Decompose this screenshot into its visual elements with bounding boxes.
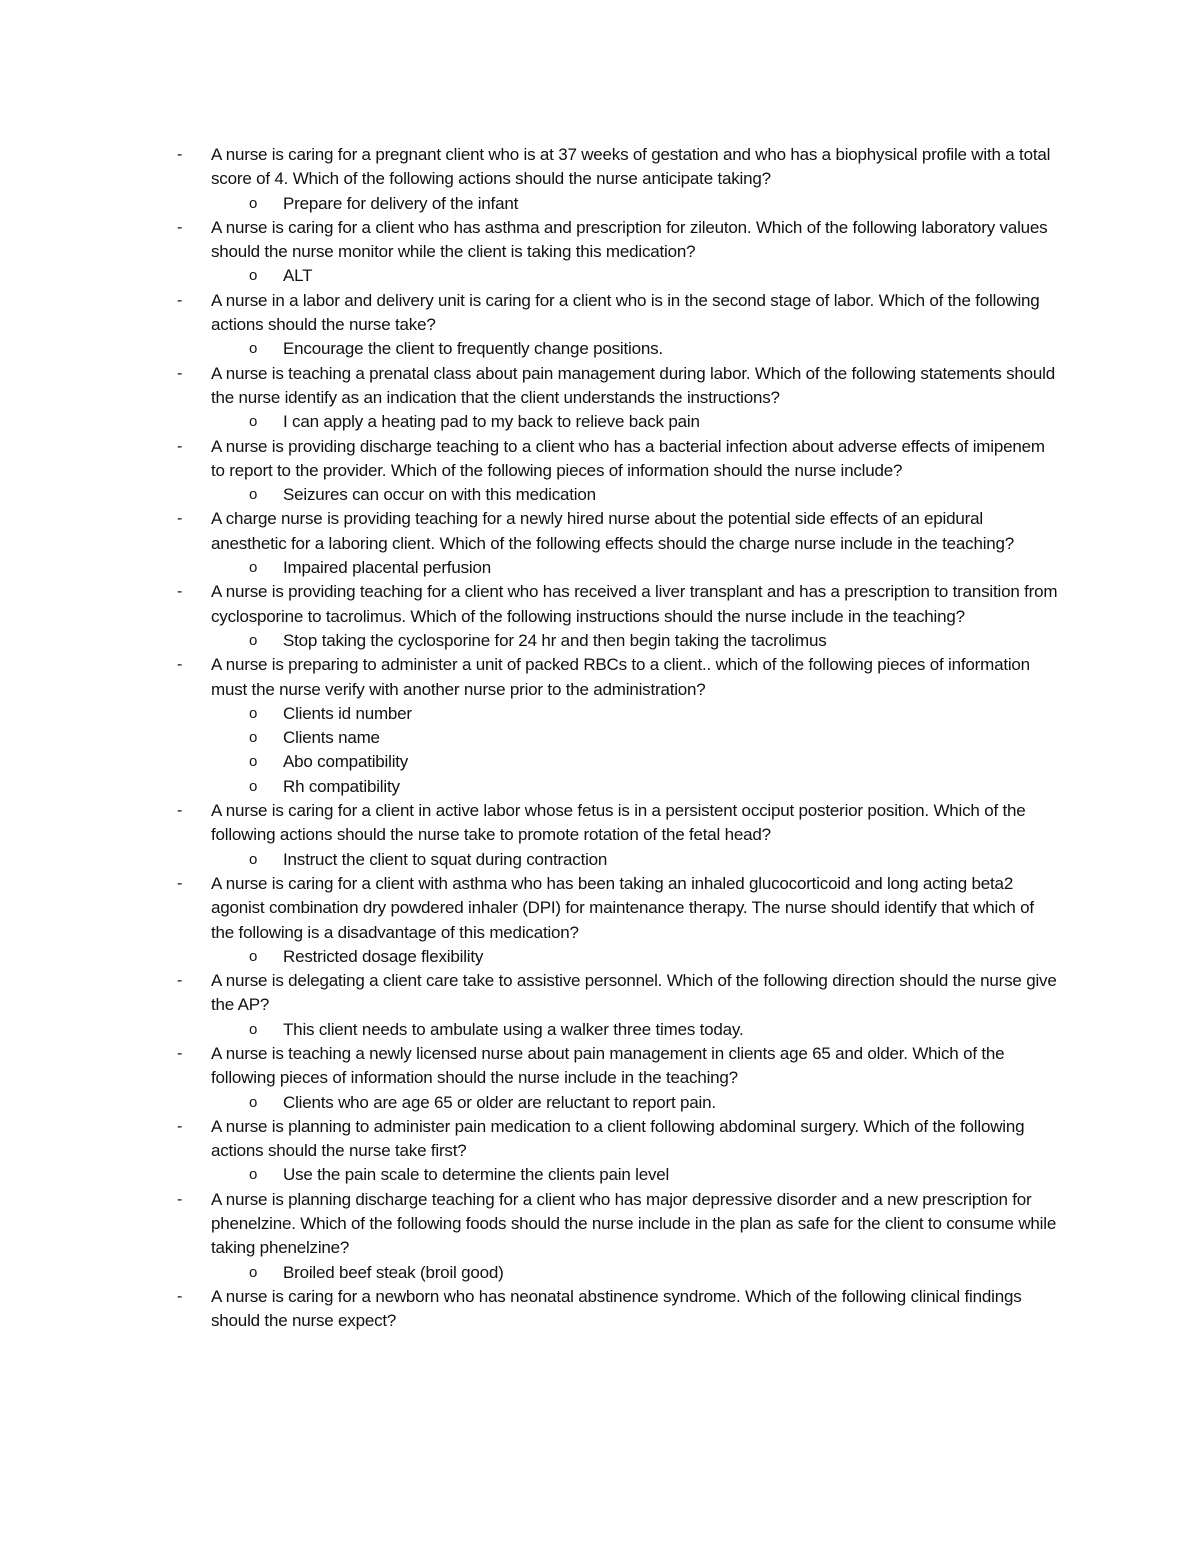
- answer-item: [0, 192, 1200, 216]
- answer-item: [0, 483, 1200, 507]
- dash-bullet: -: [177, 583, 183, 601]
- dash-bullet: -: [177, 1287, 183, 1305]
- answer-item: [0, 337, 1200, 361]
- dash-bullet: -: [177, 1190, 183, 1208]
- question-text: A nurse is teaching a prenatal class about pain management during labor. Which of the following statements should the nurse identify as an indication that the client understands the instructions?: [211, 363, 1055, 407]
- question-item: [0, 969, 1200, 1042]
- answer-text: I can apply a heating pad to my back to relieve back pain: [283, 412, 700, 432]
- answer-text: Stop taking the cyclosporine for 24 hr and then begin taking the tacrolimus: [283, 630, 827, 650]
- answer-item: [0, 750, 1200, 774]
- question-text: A nurse is providing discharge teaching to a client who has a bacterial infection about adverse effects of imipenem to report to the provider. Which of the following pieces of information should the nurse include?: [211, 436, 1045, 480]
- answer-item: [0, 775, 1200, 799]
- answer-text: Clients name: [283, 728, 380, 748]
- answer-text: Prepare for delivery of the infant: [283, 193, 519, 213]
- answer-item: [0, 1018, 1200, 1042]
- dash-bullet: -: [177, 218, 183, 236]
- question-item: [0, 289, 1200, 362]
- answer-text: Restricted dosage flexibility: [283, 946, 484, 966]
- dash-bullet: -: [177, 874, 183, 892]
- question-text: A nurse is caring for a client in active labor whose fetus is in a persistent occiput posterior position. Which of the following actions should the nurse take to promote rotation of the fetal head?: [211, 801, 1026, 845]
- answer-item: [0, 556, 1200, 580]
- question-item: [0, 1042, 1200, 1115]
- answer-text: Clients id number: [283, 703, 412, 723]
- answer-list: [0, 702, 1200, 799]
- question-text: A nurse is providing teaching for a client who has received a liver transplant and has a prescription to transition from cyclosporine to tacrolimus. Which of the following instructions should the nurse include in the teaching?: [211, 582, 1058, 626]
- answer-item: [0, 726, 1200, 750]
- question-item: [0, 872, 1200, 969]
- question-text: A nurse is caring for a client who has asthma and prescription for zileuton. Which of the following laboratory values should the nurse monitor while the client is taking this medication?: [211, 217, 1048, 262]
- circle-bullet: o: [249, 413, 258, 431]
- question-text: A nurse is delegating a client care take to assistive personnel. Which of the following direction should the nurse give the AP?: [211, 971, 1057, 1015]
- answer-list: [0, 556, 1200, 580]
- circle-bullet: o: [249, 267, 258, 285]
- circle-bullet: o: [249, 559, 258, 577]
- answer-text: Impaired placental perfusion: [283, 558, 491, 578]
- answer-list: [0, 945, 1200, 969]
- question-text: A nurse is caring for a pregnant client who is at 37 weeks of gestation and who has a biophysical profile with a total score of 4. Which of the following actions should the nurse anticipate taking?: [211, 145, 1051, 189]
- answer-item: [0, 945, 1200, 969]
- answer-item: [0, 629, 1200, 653]
- question-text: A charge nurse is providing teaching for a newly hired nurse about the potential side effects of an epidural anesthetic for a laboring client. Which of the following effects should the charge nurse include in the teaching?: [211, 509, 1015, 553]
- answer-list: [0, 848, 1200, 872]
- dash-bullet: -: [177, 972, 183, 990]
- answer-text: Use the pain scale to determine the clients pain level: [283, 1165, 670, 1185]
- question-text: A nurse is caring for a newborn who has neonatal abstinence syndrome. Which of the following clinical findings should the nurse expect?: [211, 1286, 1022, 1331]
- answer-list: [0, 192, 1200, 216]
- answer-list: [0, 337, 1200, 361]
- answer-list: [0, 1163, 1200, 1187]
- answer-item: [0, 702, 1200, 726]
- question-item: [0, 507, 1200, 580]
- circle-bullet: o: [249, 340, 258, 358]
- answer-text: Encourage the client to frequently change positions.: [283, 339, 663, 359]
- answer-item: [0, 264, 1200, 288]
- dash-bullet: -: [177, 437, 183, 455]
- circle-bullet: o: [249, 194, 258, 212]
- circle-bullet: o: [249, 1263, 258, 1281]
- dash-bullet: -: [177, 1044, 183, 1062]
- answer-list: [0, 1261, 1200, 1285]
- circle-bullet: o: [249, 947, 258, 965]
- dash-bullet: -: [177, 656, 183, 674]
- circle-bullet: o: [249, 753, 258, 771]
- question-text: A nurse is teaching a newly licensed nurse about pain management in clients age 65 and older. Which of the following pieces of information should the nurse include in the teaching?: [211, 1043, 1005, 1088]
- question-text: A nurse is planning discharge teaching for a client who has major depressive disorder and a new prescription for phenelzine. Which of the following foods should the nurse include in the plan as safe for the client to consume while taking phenelzine?: [211, 1189, 1057, 1258]
- question-item: [0, 362, 1200, 435]
- answer-list: [0, 1091, 1200, 1115]
- circle-bullet: o: [249, 729, 258, 747]
- answer-item: [0, 410, 1200, 434]
- circle-bullet: o: [249, 1093, 258, 1111]
- question-item: [0, 1285, 1200, 1334]
- dash-bullet: -: [177, 802, 183, 820]
- question-item: [0, 216, 1200, 289]
- circle-bullet: o: [249, 486, 258, 504]
- dash-bullet: -: [177, 510, 183, 528]
- answer-text: Abo compatibility: [283, 752, 409, 772]
- question-item: [0, 1188, 1200, 1285]
- question-item: [0, 580, 1200, 653]
- circle-bullet: o: [249, 1166, 258, 1184]
- dash-bullet: -: [177, 1117, 183, 1135]
- answer-text: Seizures can occur on with this medication: [283, 485, 596, 505]
- circle-bullet: o: [249, 631, 258, 649]
- answer-text: This client needs to ambulate using a walker three times today.: [283, 1019, 744, 1039]
- answer-text: ALT: [283, 266, 313, 286]
- circle-bullet: o: [249, 704, 258, 722]
- document-page: [0, 143, 1200, 1334]
- answer-text: Clients who are age 65 or older are reluctant to report pain.: [283, 1092, 716, 1112]
- dash-bullet: -: [177, 364, 183, 382]
- answer-item: [0, 848, 1200, 872]
- answer-item: [0, 1091, 1200, 1115]
- question-item: [0, 143, 1200, 216]
- answer-item: [0, 1261, 1200, 1285]
- answer-text: Broiled beef steak (broil good): [283, 1262, 504, 1282]
- question-list: [0, 143, 1200, 1334]
- question-text: A nurse is caring for a client with asthma who has been taking an inhaled glucocorticoid and long acting beta2 agonist combination dry powdered inhaler (DPI) for maintenance therapy. The nurse should identify that which of the following is a disadvantage of this medication?: [211, 873, 1034, 942]
- answer-text: Rh compatibility: [283, 776, 400, 796]
- answer-list: [0, 264, 1200, 288]
- answer-text: Instruct the client to squat during contraction: [283, 849, 608, 869]
- answer-list: [0, 1018, 1200, 1042]
- answer-item: [0, 1163, 1200, 1187]
- answer-list: [0, 483, 1200, 507]
- answer-list: [0, 410, 1200, 434]
- answer-list: [0, 629, 1200, 653]
- question-text: A nurse in a labor and delivery unit is caring for a client who is in the second stage of labor. Which of the following actions should the nurse take?: [211, 290, 1040, 335]
- question-item: [0, 435, 1200, 508]
- question-text: A nurse is planning to administer pain medication to a client following abdominal surgery. Which of the following actions should the nurse take first?: [211, 1116, 1025, 1161]
- circle-bullet: o: [249, 777, 258, 795]
- question-item: [0, 1115, 1200, 1188]
- question-item: [0, 653, 1200, 799]
- circle-bullet: o: [249, 850, 258, 868]
- question-text: A nurse is preparing to administer a unit of packed RBCs to a client.. which of the following pieces of information must the nurse verify with another nurse prior to the administration?: [211, 655, 1030, 699]
- dash-bullet: -: [177, 291, 183, 309]
- circle-bullet: o: [249, 1020, 258, 1038]
- question-item: [0, 799, 1200, 872]
- dash-bullet: -: [177, 146, 183, 163]
